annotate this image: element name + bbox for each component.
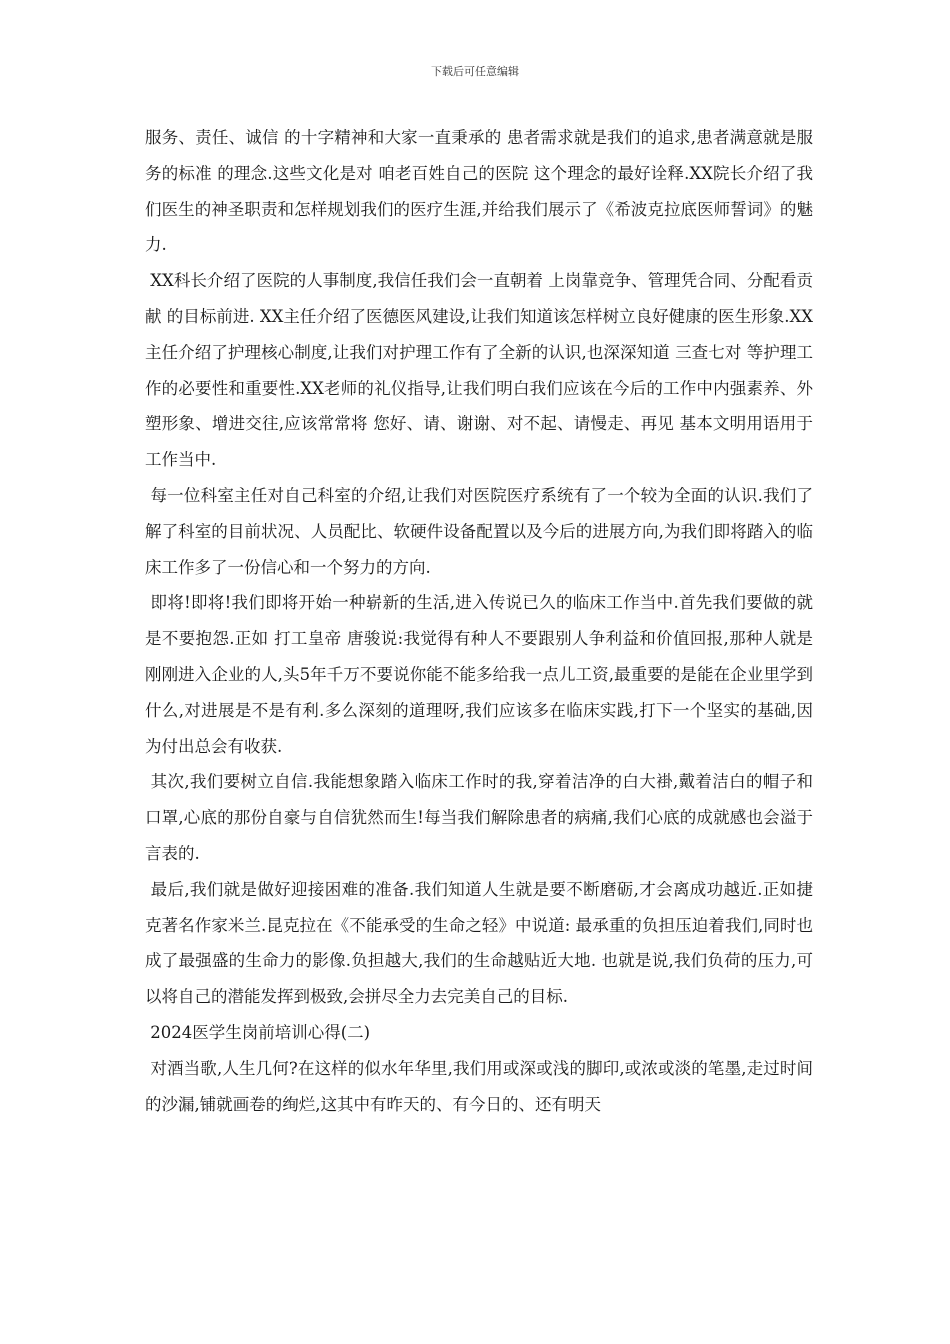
document-body xyxy=(145,120,813,1122)
paragraph: 其次,我们要树立自信.我能想象踏入临床工作时的我,穿着洁净的白大褂,戴着洁白的帽子和口罩,心底的那份自豪与自信犹然而生!每当我们解除患者的病痛,我们心底的成就感也会溢于言表的. xyxy=(145,772,814,863)
paragraph: 服务、责任、诚信 的十字精神和大家一直秉承的 患者需求就是我们的追求,患者满意就是服务的标准 的理念.这些文化是对 咱老百姓自己的医院 这个理念的最好诠释.XX院长介绍了我们医生的神圣职责和怎样规划我们的医疗生涯,并给我们展示了《希波克拉底医师誓词》的魅力. xyxy=(145,128,813,255)
paragraph: 每一位科室主任对自己科室的介绍,让我们对医院医疗系统有了一个较为全面的认识.我们了解了科室的目前状况、人员配比、软硬件设备配置以及今后的进展方向,为我们即将踏入的临床工作多了一份信心和一个努力的方向. xyxy=(145,485,813,577)
paragraph: 最后,我们就是做好迎接困难的准备.我们知道人生就是要不断磨砺,才会离成功越近.正如捷克著名作家米兰.昆克拉在《不能承受的生命之轻》中说道: 最承重的负担压迫着我们,同时也成了最强盛的生命力的影像.负担越大,我们的生命越贴近大地. 也就是说,我们负荷的压力,可以将自己的潜能发挥到极致,会拼尽全力去完美自己的目标. xyxy=(145,879,814,1007)
paragraph: XX科长介绍了医院的人事制度,我信任我们会一直朝着 上岗靠竞争、管理凭合同、分配看贡献 的目标前进. XX主任介绍了医德医风建设,让我们知道该怎样树立良好健康的医生形象.XX主任介绍了护理核心制度,让我们对护理工作有了全新的认识,也深深知道 三查七对 等护理工作的必要性和重要性.XX老师的礼仪指导,让我们明白我们应该在今后的工作中内强素养、外塑形象、增进交往,应该常常将 您好、请、谢谢、对不起、请慢走、再见 基本文明用语用于工作当中. xyxy=(145,271,814,470)
section-heading: 2024医学生岗前培训心得(二) xyxy=(145,1022,371,1042)
paragraph: 对酒当歌,人生几何?在这样的似水年华里,我们用或深或浅的脚印,或浓或淡的笔墨,走过时间的沙漏,铺就画卷的绚烂,这其中有昨天的、有今日的、还有明天 xyxy=(145,1058,814,1114)
page-header: 下载后可任意编辑 xyxy=(431,65,519,78)
paragraph: 即将!即将!我们即将开始一种崭新的生活,进入传说已久的临床工作当中.首先我们要做的就是不要抱怨.正如 打工皇帝 唐骏说:我觉得有种人不要跟别人争利益和价值回报,那种人就是刚刚进入企业的人,头5年千万不要说你能不能多给我一点儿工资,最重要的是能在企业里学到什么,对进展是不是有利.多么深刻的道理呀,我们应该多在临床实践,打下一个坚实的基础,因为付出总会有收获. xyxy=(145,593,813,756)
